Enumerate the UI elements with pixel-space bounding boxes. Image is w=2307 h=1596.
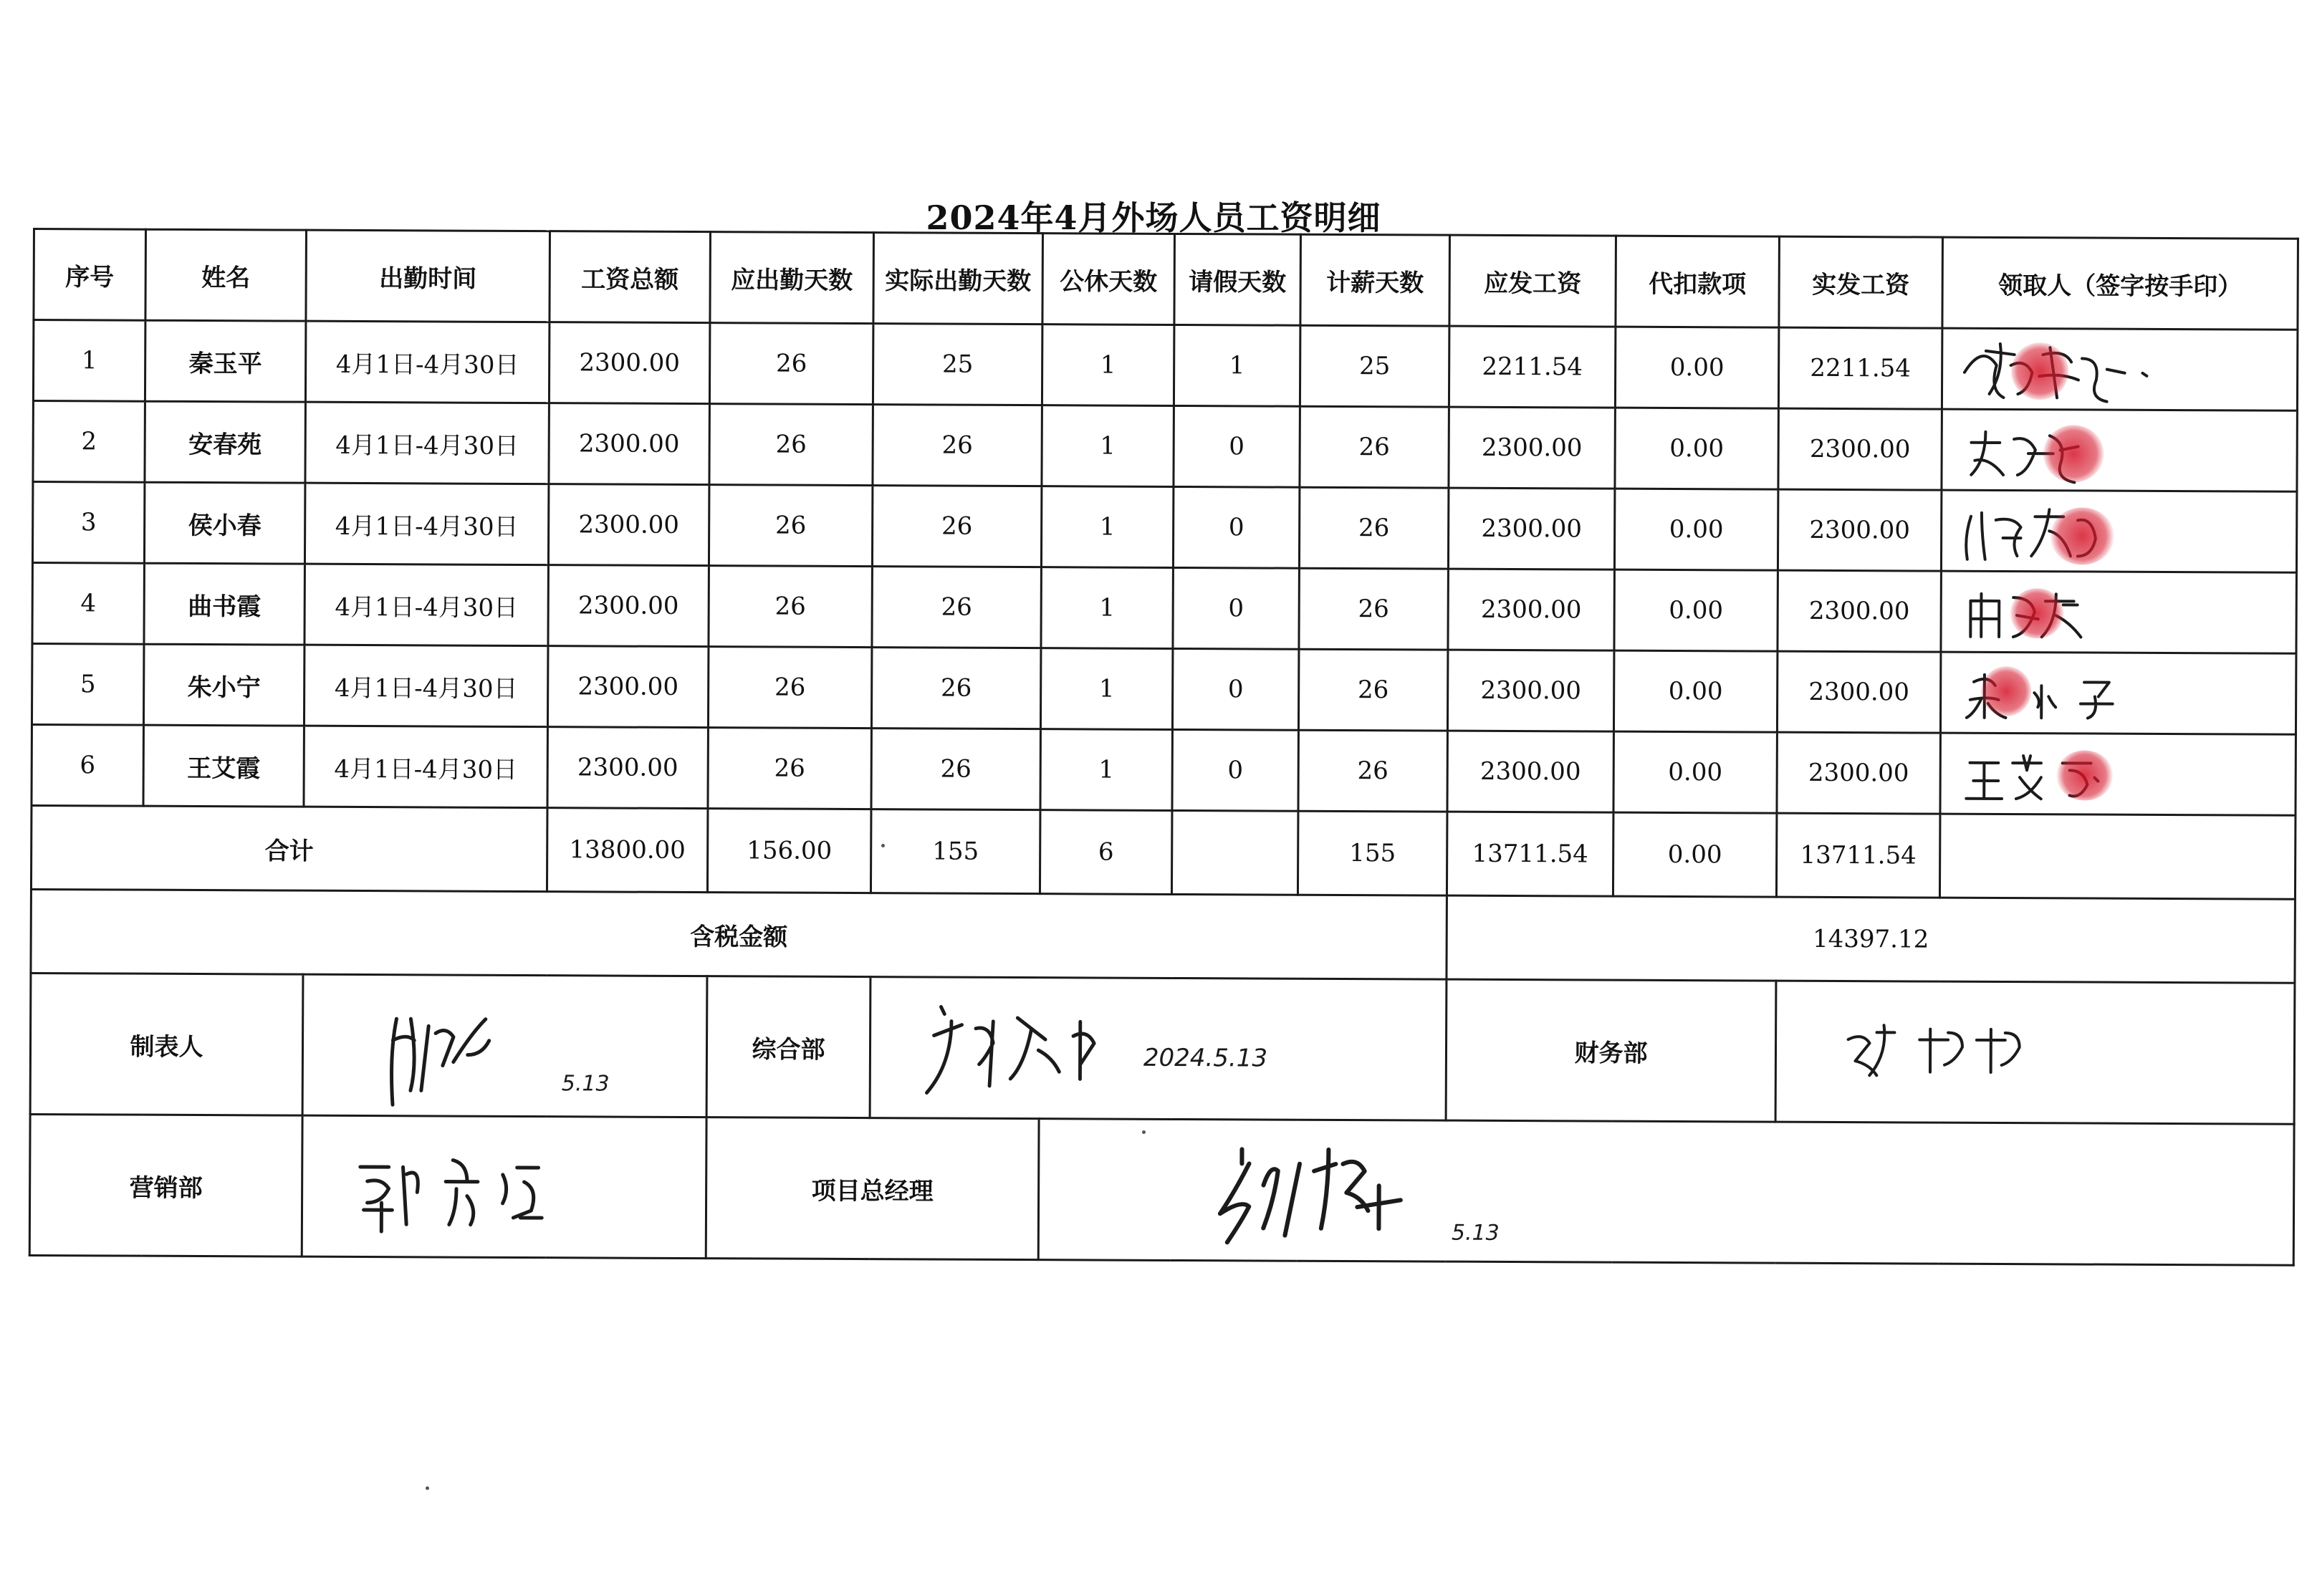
cell-holiday-days: 1 xyxy=(1041,486,1173,568)
cell-deductions: 0.00 xyxy=(1614,489,1778,570)
handwritten-signature xyxy=(1942,410,2296,491)
cell-deductions: 0.00 xyxy=(1615,408,1778,489)
cell-seq: 1 xyxy=(33,320,145,402)
cell-seq: 6 xyxy=(32,724,143,806)
recipient-signature xyxy=(1941,490,2296,572)
totals-row xyxy=(31,805,2295,899)
header-row xyxy=(34,229,2298,330)
header-gross-pay: 应发工资 xyxy=(1449,235,1616,327)
cell-actual-days: 25 xyxy=(873,324,1042,405)
cell-leave-days: 1 xyxy=(1174,325,1300,406)
cell-seq: 2 xyxy=(33,401,145,483)
total-actual-days: 155 xyxy=(870,809,1040,894)
header-deductions: 代扣款项 xyxy=(1616,236,1780,327)
cell-total-salary: 2300.00 xyxy=(548,565,709,647)
scan-speck xyxy=(426,1486,429,1490)
tax-value: 14397.12 xyxy=(1447,895,2295,983)
cell-paid-days: 26 xyxy=(1298,649,1447,731)
cell-due-days: 26 xyxy=(708,647,871,729)
marketing-dept-label: 营销部 xyxy=(29,1114,302,1256)
header-recipient: 领取人（签字按手印） xyxy=(1942,237,2298,330)
cell-period: 4月1日-4月30日 xyxy=(305,402,549,484)
signature-date: 5.13 xyxy=(561,1071,610,1097)
cell-name: 王艾霞 xyxy=(143,725,304,807)
cell-paid-days: 26 xyxy=(1299,487,1448,569)
cell-actual-days: 26 xyxy=(871,648,1040,729)
cell-holiday-days: 1 xyxy=(1041,567,1173,649)
cell-period: 4月1日-4月30日 xyxy=(304,483,548,564)
handwritten-signature xyxy=(1777,982,2294,1123)
signature-date: 5.13 xyxy=(1451,1220,1500,1246)
cell-net-pay: 2300.00 xyxy=(1777,651,1940,733)
cell-due-days: 26 xyxy=(709,566,872,648)
cell-total-salary: 2300.00 xyxy=(549,403,709,485)
handwritten-signature xyxy=(1942,491,2296,572)
approval-row xyxy=(30,973,2295,1124)
cell-holiday-days: 1 xyxy=(1042,405,1174,487)
cell-due-days: 26 xyxy=(708,728,871,809)
total-due-days: 156.00 xyxy=(707,809,871,893)
general-dept-label: 综合部 xyxy=(706,976,870,1118)
header-net-pay: 实发工资 xyxy=(1779,236,1943,328)
recipient-signature xyxy=(1942,328,2297,410)
handwritten-signature xyxy=(304,976,706,1116)
fingerprint-stamp xyxy=(2050,507,2114,564)
cell-paid-days: 26 xyxy=(1298,730,1447,812)
cell-leave-days: 0 xyxy=(1172,729,1298,811)
cell-period: 4月1日-4月30日 xyxy=(305,321,549,403)
tax-label: 含税金额 xyxy=(31,889,1447,979)
cell-paid-days: 26 xyxy=(1299,568,1448,650)
signature-date: 2024.5.13 xyxy=(1143,1043,1268,1073)
cell-actual-days: 26 xyxy=(871,729,1040,810)
cell-name: 侯小春 xyxy=(144,482,304,564)
finance-dept-label: 财务部 xyxy=(1446,979,1776,1122)
preparer-label: 制表人 xyxy=(30,973,303,1115)
cell-deductions: 0.00 xyxy=(1615,327,1778,408)
project-manager-signature xyxy=(1038,1119,2294,1266)
cell-net-pay: 2300.00 xyxy=(1778,489,1941,571)
cell-net-pay: 2300.00 xyxy=(1777,732,1940,814)
handwritten-signature xyxy=(1040,1120,2293,1264)
cell-deductions: 0.00 xyxy=(1614,569,1778,651)
cell-actual-days: 26 xyxy=(873,405,1042,486)
cell-period: 4月1日-4月30日 xyxy=(304,645,547,726)
header-leave-days: 请假天数 xyxy=(1174,234,1301,325)
cell-name: 秦玉平 xyxy=(145,320,305,402)
cell-net-pay: 2300.00 xyxy=(1778,408,1942,490)
header-seq: 序号 xyxy=(34,229,146,321)
cell-due-days: 26 xyxy=(709,404,873,486)
cell-due-days: 26 xyxy=(709,485,872,567)
header-paid-days: 计薪天数 xyxy=(1300,234,1450,326)
general-dept-signature xyxy=(870,977,1447,1121)
cell-gross-pay: 2300.00 xyxy=(1447,731,1613,812)
tax-row xyxy=(31,889,2295,983)
header-name: 姓名 xyxy=(145,229,307,321)
cell-deductions: 0.00 xyxy=(1613,650,1777,732)
cell-holiday-days: 1 xyxy=(1040,648,1172,730)
fingerprint-stamp xyxy=(2011,342,2068,400)
cell-leave-days: 0 xyxy=(1174,405,1300,487)
preparer-signature xyxy=(302,974,707,1117)
fingerprint-stamp xyxy=(1981,666,2031,716)
recipient-signature xyxy=(1940,652,2296,734)
cell-paid-days: 26 xyxy=(1300,406,1449,488)
table-row xyxy=(33,320,2297,411)
cell-seq: 5 xyxy=(32,644,143,726)
cell-seq: 3 xyxy=(32,482,144,564)
cell-period: 4月1日-4月30日 xyxy=(304,726,547,807)
handwritten-signature xyxy=(1943,330,2296,410)
cell-gross-pay: 2300.00 xyxy=(1449,407,1615,489)
cell-leave-days: 0 xyxy=(1173,486,1299,568)
cell-total-salary: 2300.00 xyxy=(547,646,708,728)
total-deductions: 0.00 xyxy=(1613,812,1777,897)
cell-period: 4月1日-4月30日 xyxy=(304,564,548,645)
recipient-signature xyxy=(1942,409,2297,491)
cell-paid-days: 25 xyxy=(1300,325,1449,407)
header-due-days: 应出勤天数 xyxy=(710,232,874,324)
project-manager-label: 项目总经理 xyxy=(706,1117,1039,1260)
header-total-salary: 工资总额 xyxy=(550,231,711,323)
total-gross-pay: 13711.54 xyxy=(1447,812,1613,896)
table-row xyxy=(32,724,2296,815)
cell-gross-pay: 2300.00 xyxy=(1448,488,1614,569)
recipient-signature xyxy=(1941,571,2296,653)
cell-holiday-days: 1 xyxy=(1040,729,1172,811)
scan-speck xyxy=(881,844,885,847)
marketing-dept-signature xyxy=(302,1115,706,1258)
payroll-table xyxy=(29,228,2299,1266)
total-net-pay: 13711.54 xyxy=(1776,813,1940,898)
cell-net-pay: 2300.00 xyxy=(1778,570,1941,652)
handwritten-signature xyxy=(1941,734,2294,814)
cell-actual-days: 26 xyxy=(872,567,1041,648)
cell-total-salary: 2300.00 xyxy=(547,727,708,809)
cell-gross-pay: 2300.00 xyxy=(1448,569,1614,650)
total-recipient xyxy=(1939,814,2296,899)
page-title: 2024年4月外场人员工资明细 xyxy=(926,198,1381,237)
cell-deductions: 0.00 xyxy=(1613,731,1777,813)
approval-row xyxy=(29,1114,2294,1265)
scan-speck xyxy=(1142,1130,1146,1134)
table-row xyxy=(32,563,2296,654)
fingerprint-stamp xyxy=(2043,425,2104,482)
handwritten-signature xyxy=(303,1117,706,1257)
cell-name: 安春苑 xyxy=(145,401,305,483)
table-row xyxy=(32,644,2296,735)
header-actual-days: 实际出勤天数 xyxy=(873,233,1043,325)
cell-actual-days: 26 xyxy=(872,486,1041,567)
cell-total-salary: 2300.00 xyxy=(548,484,709,566)
fingerprint-stamp xyxy=(2010,588,2064,638)
total-holiday-days: 6 xyxy=(1040,810,1172,895)
finance-dept-signature xyxy=(1775,981,2295,1124)
cell-total-salary: 2300.00 xyxy=(549,322,709,404)
cell-net-pay: 2211.54 xyxy=(1778,327,1942,409)
handwritten-signature xyxy=(1942,572,2295,653)
recipient-signature xyxy=(1940,733,2296,815)
table-row xyxy=(33,401,2297,492)
header-holiday-days: 公休天数 xyxy=(1042,234,1175,325)
cell-leave-days: 0 xyxy=(1172,648,1298,730)
cell-gross-pay: 2211.54 xyxy=(1449,326,1615,408)
cell-holiday-days: 1 xyxy=(1042,325,1174,406)
cell-seq: 4 xyxy=(32,563,144,645)
cell-name: 曲书霞 xyxy=(144,563,304,645)
total-leave-days xyxy=(1171,810,1298,895)
totals-label: 合计 xyxy=(31,805,547,891)
cell-leave-days: 0 xyxy=(1173,567,1299,649)
cell-due-days: 26 xyxy=(709,323,873,405)
fingerprint-stamp xyxy=(2056,750,2114,800)
cell-name: 朱小宁 xyxy=(143,644,304,726)
total-salary: 13800.00 xyxy=(547,808,708,893)
total-paid-days: 155 xyxy=(1298,811,1447,895)
table-row xyxy=(32,482,2296,573)
header-period: 出勤时间 xyxy=(306,230,550,322)
cell-gross-pay: 2300.00 xyxy=(1447,650,1613,731)
